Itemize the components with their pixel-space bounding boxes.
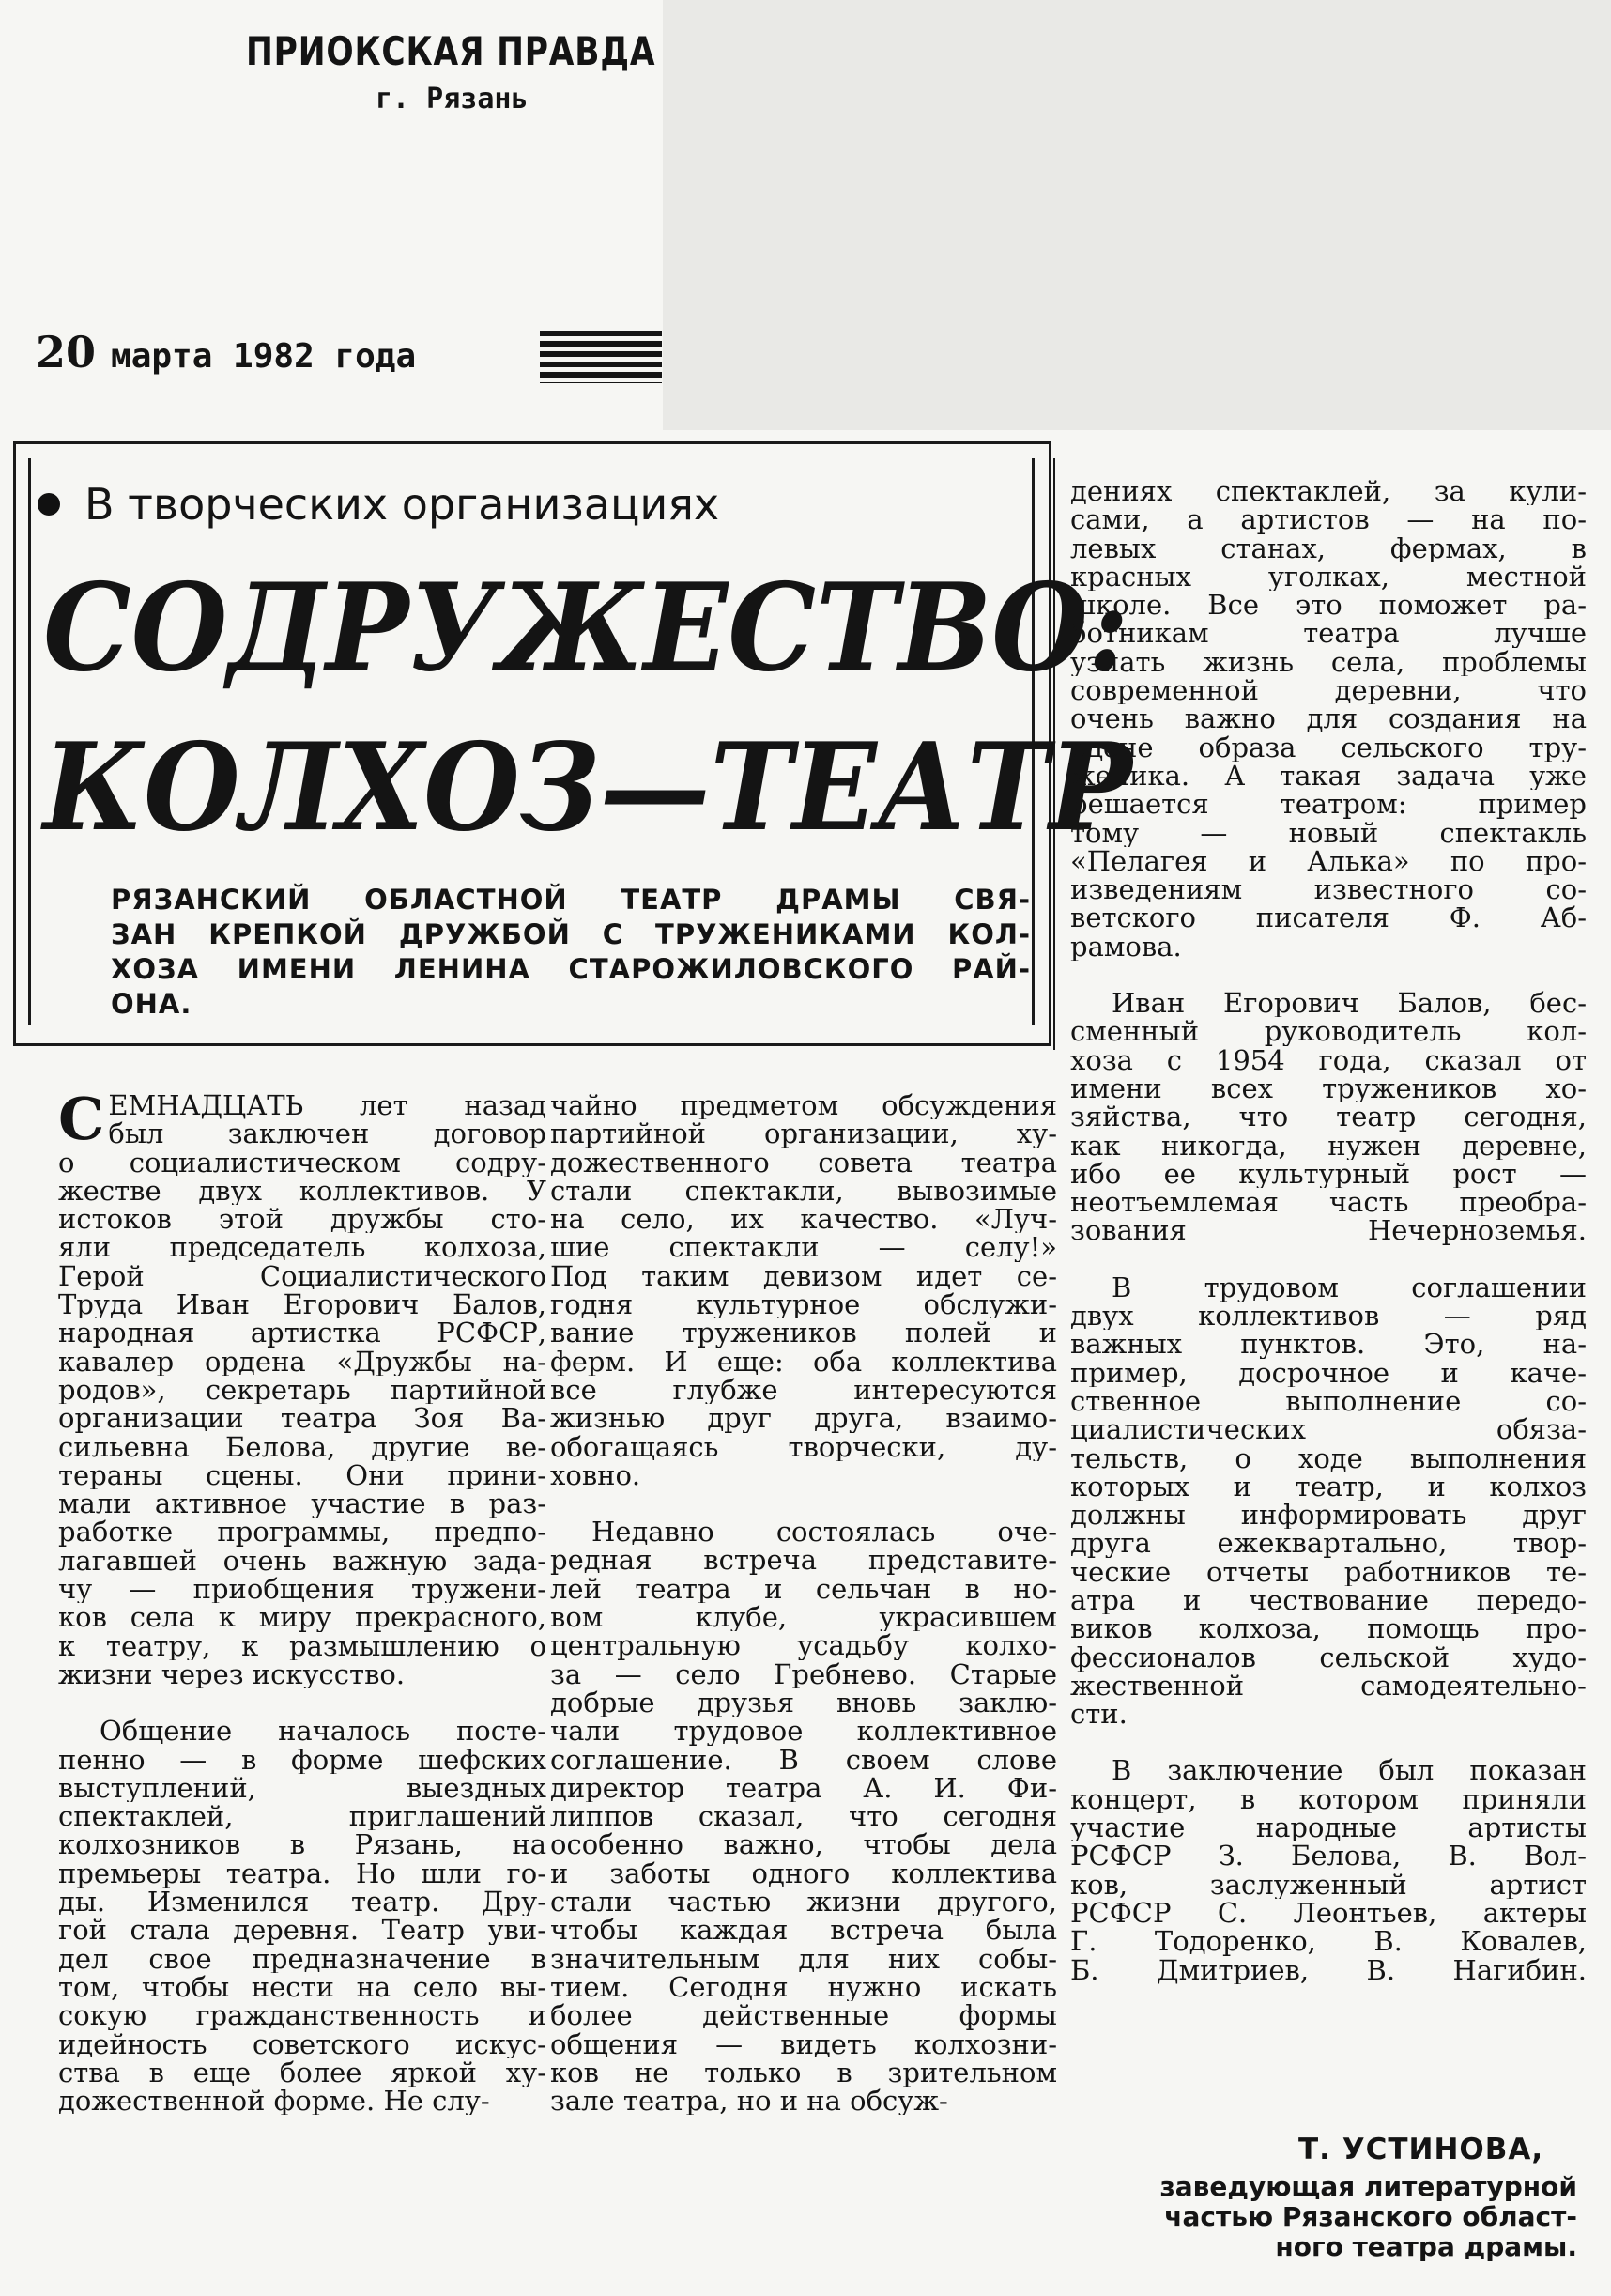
text-line: о социалистическом содру- [58, 1148, 546, 1177]
lead-line: ЗАН КРЕПКОЙ ДРУЖБОЙ С ТРУЖЕНИКАМИ КОЛ- [111, 918, 1031, 950]
text-line: сменный руководитель кол- [1070, 1017, 1587, 1046]
text-line: тием. Сегодня нужно искать [550, 1972, 1057, 2002]
text-line: гой стала деревня. Театр уви- [58, 1916, 546, 1945]
text-line: вом клубе, украсившем [550, 1603, 1057, 1632]
text-line: шие спектакли — селу!» [550, 1233, 1057, 1262]
text-line: друга ежеквартально, твор- [1070, 1529, 1587, 1558]
newspaper-name: ПРИОКСКАЯ ПРАВДА [246, 28, 656, 74]
text-line: которых и театр, и колхоз [1070, 1472, 1587, 1502]
paragraph [58, 1717, 546, 2115]
text-line: директор театра А. И. Фи- [550, 1773, 1057, 1803]
text-line: партийной организации, ху- [550, 1119, 1057, 1148]
date-decorative-rule [540, 331, 662, 383]
text-line: ветского писателя Ф. Аб- [1070, 903, 1587, 932]
text-line: народная артистка РСФСР, [58, 1318, 546, 1348]
headline-line-2: КОЛХОЗ—ТЕАТР [43, 717, 1132, 858]
text-line: ственное выполнение со- [1070, 1386, 1587, 1416]
text-line: участие народные артисты [1070, 1813, 1587, 1842]
text-line: чайно предметом обсуждения [550, 1091, 1057, 1120]
text-line: липпов сказал, что сегодня [550, 1802, 1057, 1831]
text-line: родов», секретарь партийной [58, 1375, 546, 1405]
text-line: РСФСР З. Белова, В. Вол- [1070, 1841, 1587, 1871]
lead-line: ХОЗА ИМЕНИ ЛЕНИНА СТАРОЖИЛОВСКОГО РАЙ- [111, 953, 1031, 985]
text-line: РСФСР С. Леонтьев, актеры [1070, 1898, 1587, 1928]
text-line: значительным для них собы- [550, 1944, 1057, 1973]
text-line: пример, досрочное и каче- [1070, 1358, 1587, 1387]
text-line: чу — приобщения тружени- [58, 1575, 546, 1604]
text-line: добрые друзья вновь заклю- [550, 1687, 1057, 1718]
text-line: выступлений, выездных [58, 1773, 546, 1803]
text-line: колхозников в Рязань, на [58, 1830, 546, 1859]
rubric [38, 479, 719, 530]
text-line: общения — видеть колхозни- [550, 2029, 1057, 2058]
text-line: истоков этой дружбы сто- [58, 1205, 546, 1234]
text-line: пенно — в форме шефских [58, 1745, 546, 1774]
text-line: ческие отчеты работников те- [1070, 1557, 1587, 1586]
text-line: сокую гражданственность и [58, 2001, 546, 2030]
text-line: должны информировать друг [1070, 1501, 1587, 1530]
text-line: дел свое предназначение в [58, 1944, 546, 1973]
text-line: решается театром: пример [1070, 790, 1587, 819]
article-column-3 [1070, 477, 1587, 1984]
text-line: В заключение был показан [1112, 1756, 1587, 1785]
text-line: Иван Егорович Балов, бес- [1112, 989, 1587, 1018]
text-line: обогащаясь творчески, ду- [550, 1432, 1057, 1461]
text-line: к театру, к размышлению о [58, 1631, 546, 1660]
issue-date-day: 20 [36, 327, 97, 378]
text-line: стали спектакли, вывозимые [550, 1176, 1057, 1206]
text-line: все глубже интересуются [550, 1375, 1057, 1405]
text-line: сцене образа сельского тру- [1070, 732, 1587, 762]
issue-date-month-year: марта 1982 года [111, 337, 417, 376]
text-line: Труда Иван Егорович Балов, [58, 1290, 546, 1319]
text-line: сти. [1070, 1700, 1128, 1729]
text-line: изведениям известного со- [1070, 875, 1587, 904]
text-line: дениях спектаклей, за кули- [1070, 477, 1587, 506]
rubric-text: В творческих организациях [84, 479, 720, 530]
text-line: Г. Тодоренко, В. Ковалев, [1070, 1927, 1587, 1956]
text-line: лагавшей очень важную зада- [58, 1546, 546, 1576]
text-line: организации театра Зоя Ва- [58, 1404, 546, 1433]
paragraph [1070, 477, 1587, 961]
text-line: Б. Дмитриев, В. Нагибин. [1070, 1955, 1587, 1984]
text-line: ды. Изменился театр. Дру- [58, 1888, 546, 1917]
text-line: особенно важно, чтобы дела [550, 1830, 1057, 1859]
text-line: чтобы каждая встреча была [550, 1916, 1057, 1945]
text-line: был заключен договор [108, 1119, 546, 1148]
text-line: зяйства, что театр сегодня, [1070, 1102, 1587, 1132]
text-line: ства в еще более яркой ху- [58, 2057, 546, 2088]
text-line: центральную усадьбу колхо- [550, 1631, 1057, 1660]
text-line: соглашение. В своем слове [550, 1745, 1057, 1774]
text-line: хоза с 1954 года, сказал от [1070, 1045, 1587, 1074]
paragraph [1070, 989, 1587, 1245]
text-line: красных уголках, местной [1070, 562, 1587, 592]
paragraph [1070, 1756, 1587, 1983]
text-line: спектаклей, приглашений [58, 1802, 546, 1831]
text-line: Недавно состоялась оче- [591, 1518, 1057, 1547]
text-line: циалистических обяза- [1070, 1415, 1587, 1444]
article-column-1 [58, 1085, 546, 2116]
text-line: ферм. И еще: оба коллектива [550, 1347, 1057, 1376]
text-line: дожественного совета театра [550, 1148, 1057, 1177]
text-line: женика. А такая задача уже [1070, 761, 1587, 791]
text-line: вание тружеников полей и [550, 1318, 1057, 1348]
text-line: ибо ее культурный рост — [1070, 1159, 1587, 1189]
paragraph [58, 1085, 546, 1689]
text-line: идейность советского искус- [58, 2029, 546, 2058]
text-line: ков, заслуженный артист [1070, 1870, 1587, 1899]
drop-cap: С [58, 1085, 105, 1153]
text-line: Герой Социалистического [58, 1261, 546, 1291]
text-line: как никогда, нужен деревне, [1070, 1131, 1587, 1160]
text-line: сами, а артистов — на по- [1070, 505, 1587, 534]
text-line: мали активное участие в раз- [58, 1489, 546, 1518]
text-line: за — село Гребнево. Старые [550, 1659, 1057, 1688]
lead-line: РЯЗАНСКИЙ ОБЛАСТНОЙ ТЕАТР ДРАМЫ СВЯ- [111, 884, 1031, 916]
text-line: ков села к миру прекрасного, [58, 1603, 546, 1632]
paragraph [550, 1091, 1057, 1489]
text-line: жественной самодеятельно- [1070, 1671, 1587, 1701]
text-line: зования Нечерноземья. [1070, 1216, 1587, 1245]
text-line: премьеры театра. Но шли го- [58, 1858, 546, 1888]
paragraph [1070, 1273, 1587, 1729]
text-line: сильевна Белова, другие ве- [58, 1432, 546, 1461]
text-line: школе. Все это поможет ра- [1070, 591, 1587, 620]
text-line: тельств, о ходе выполнения [1070, 1443, 1587, 1472]
text-line: В трудовом соглашении [1112, 1272, 1587, 1302]
article-column-2 [550, 1091, 1057, 2115]
text-line: имени всех тружеников хо- [1070, 1073, 1587, 1103]
author-role-line: частью Рязанского област- [1164, 2201, 1577, 2232]
author-role [1108, 2172, 1577, 2262]
text-line: узнать жизнь села, проблемы [1070, 647, 1587, 677]
text-line: зале театра, но и на обсуж- [550, 2087, 948, 2116]
text-line: яли председатель колхоза, [58, 1233, 546, 1262]
text-line: более действенные формы [550, 2001, 1057, 2030]
text-line: атра и чествование передо- [1070, 1585, 1587, 1615]
text-line: рамова. [1070, 932, 1182, 962]
text-line: ботникам театра лучше [1070, 619, 1587, 648]
text-line: двух коллективов — ряд [1070, 1302, 1587, 1331]
text-line: левых станах, фермах, в [1070, 533, 1587, 562]
text-line: на село, их качество. «Луч- [550, 1205, 1057, 1234]
text-line: «Пелагея и Алька» по про- [1070, 846, 1587, 876]
text-line: чали трудовое коллективное [550, 1717, 1057, 1746]
text-line: ков не только в зрительном [550, 2057, 1057, 2088]
text-line: ховно. [550, 1460, 641, 1490]
author-name: Т. УСТИНОВА, [1298, 2133, 1544, 2166]
paragraph [550, 1518, 1057, 2115]
text-line: редная встреча представите- [550, 1546, 1057, 1575]
lead-paragraph [111, 883, 1031, 1022]
text-line: Общение началось посте- [100, 1717, 546, 1746]
text-line: неотъемлемая часть преобра- [1070, 1188, 1587, 1217]
issue-date [36, 327, 416, 378]
text-line: важных пунктов. Это, на- [1070, 1330, 1587, 1359]
text-line: фессионалов сельской худо- [1070, 1642, 1587, 1672]
text-line: тераны сцены. Они прини- [58, 1460, 546, 1490]
lead-line: ОНА. [111, 988, 192, 1020]
text-line: современной деревни, что [1070, 676, 1587, 705]
text-line: лей театра и сельчан в но- [550, 1574, 1057, 1604]
text-line: том, чтобы нести на село вы- [58, 1972, 546, 2002]
text-line: и заботы одного коллектива [550, 1858, 1057, 1888]
headline-line-1: СОДРУЖЕСТВО: [43, 558, 1129, 699]
text-line: работке программы, предпо- [58, 1518, 546, 1547]
text-line: Под таким девизом идет се- [550, 1261, 1057, 1291]
text-line: жестве двух коллективов. У [58, 1176, 546, 1206]
text-line: жизни через искусство. [58, 1659, 406, 1689]
text-line: кавалер ордена «Дружбы на- [58, 1347, 546, 1376]
text-line: дожественной форме. Не слу- [58, 2087, 490, 2116]
text-line: виков колхоза, помощь про- [1070, 1614, 1587, 1643]
bullet-icon [38, 493, 60, 516]
author-role-line: ного театра драмы. [1275, 2231, 1577, 2262]
text-line: тому — новый спектакль [1070, 818, 1587, 847]
text-line: жизнью друг друга, взаимо- [550, 1404, 1057, 1433]
text-line: годня культурное обслужи- [550, 1290, 1057, 1319]
text-line: очень важно для создания на [1070, 704, 1587, 733]
newspaper-city: г. Рязань [376, 83, 529, 116]
author-role-line: заведующая литературной [1159, 2171, 1577, 2202]
text-line: стали частью жизни другого, [550, 1888, 1057, 1917]
text-line: концерт, в котором приняли [1070, 1784, 1587, 1814]
text-line: ЕМНАДЦАТЬ лет назад [108, 1091, 546, 1120]
